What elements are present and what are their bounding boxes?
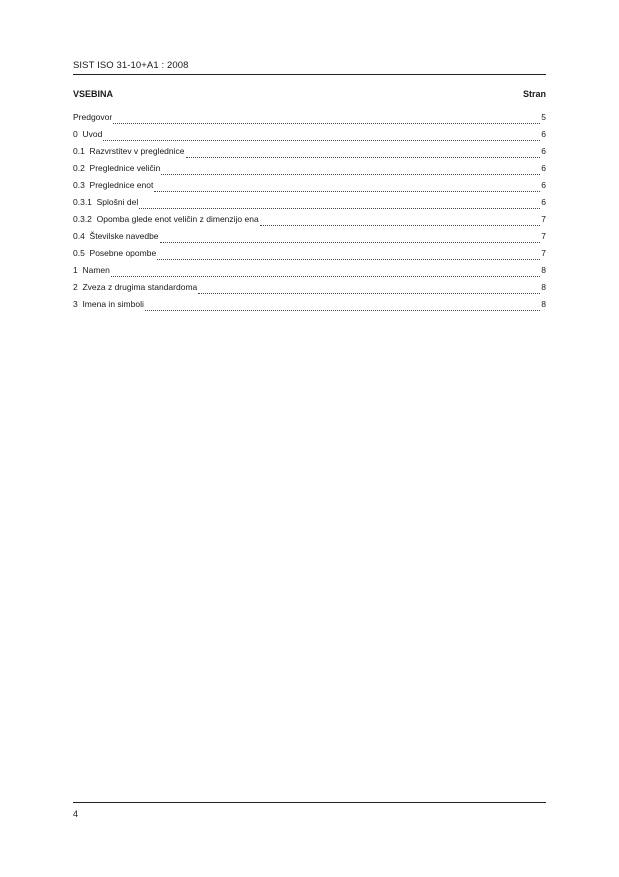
toc-entry-page: 7 <box>541 214 546 224</box>
toc-entry[interactable] <box>73 112 546 129</box>
toc-entry-title: 2 Zveza z drugima standardoma <box>73 282 198 292</box>
toc-entry-page: 7 <box>541 248 546 258</box>
table-of-contents <box>73 112 546 316</box>
toc-entry-page: 6 <box>541 146 546 156</box>
toc-entry[interactable] <box>73 282 546 299</box>
dot-leader <box>157 258 540 260</box>
toc-entry-title: 0.3.1 Splošni del <box>73 197 139 207</box>
toc-entry-page: 8 <box>541 282 546 292</box>
dot-leader <box>103 139 540 141</box>
toc-entry[interactable] <box>73 129 546 146</box>
toc-entry-page: 5 <box>541 112 546 122</box>
dot-leader <box>154 190 540 192</box>
dot-leader <box>161 173 540 175</box>
footer-divider <box>73 802 546 803</box>
toc-entry-page: 6 <box>541 180 546 190</box>
dot-leader <box>260 224 541 226</box>
running-header: SIST ISO 31-10+A1 : 2008 <box>73 60 189 71</box>
toc-title: VSEBINA <box>73 89 114 99</box>
dot-leader <box>145 309 540 311</box>
toc-entry[interactable] <box>73 197 546 214</box>
toc-entry-title: 0.2 Preglednice veličin <box>73 163 161 173</box>
toc-page-column-label: Stran <box>522 89 546 99</box>
toc-entry-title: 0.4 Številske navedbe <box>73 231 159 241</box>
toc-entry-title: 0.3.2 Opomba glede enot veličin z dimenzijo ena <box>73 214 259 224</box>
toc-entry-title: 0 Uvod <box>73 129 103 139</box>
toc-entry-title: 0.1 Razvrstitev v preglednice <box>73 146 185 156</box>
toc-entry-page: 8 <box>541 299 546 309</box>
toc-entry[interactable] <box>73 180 546 197</box>
toc-entry-title: Predgovor <box>73 112 113 122</box>
dot-leader <box>111 275 540 277</box>
toc-entry[interactable] <box>73 163 546 180</box>
dot-leader <box>160 241 541 243</box>
toc-entry[interactable] <box>73 231 546 248</box>
toc-entry-title: 3 Imena in simboli <box>73 299 144 309</box>
toc-entry-title: 1 Namen <box>73 265 110 275</box>
toc-entry-page: 6 <box>541 129 546 139</box>
dot-leader <box>198 292 540 294</box>
dot-leader <box>113 122 540 124</box>
toc-entry[interactable] <box>73 299 546 316</box>
header-divider <box>73 74 546 75</box>
page-number: 4 <box>73 809 79 819</box>
toc-entry[interactable] <box>73 265 546 282</box>
toc-entry-page: 7 <box>541 231 546 241</box>
dot-leader <box>139 207 540 209</box>
dot-leader <box>186 156 541 158</box>
toc-entry-page: 6 <box>541 197 546 207</box>
toc-entry-title: 0.3 Preglednice enot <box>73 180 154 190</box>
toc-entry-page: 6 <box>541 163 546 173</box>
toc-entry[interactable] <box>73 146 546 163</box>
toc-entry-page: 8 <box>541 265 546 275</box>
toc-entry-title: 0.5 Posebne opombe <box>73 248 157 258</box>
toc-heading-row <box>73 89 546 99</box>
toc-entry[interactable] <box>73 214 546 231</box>
toc-entry[interactable] <box>73 248 546 265</box>
